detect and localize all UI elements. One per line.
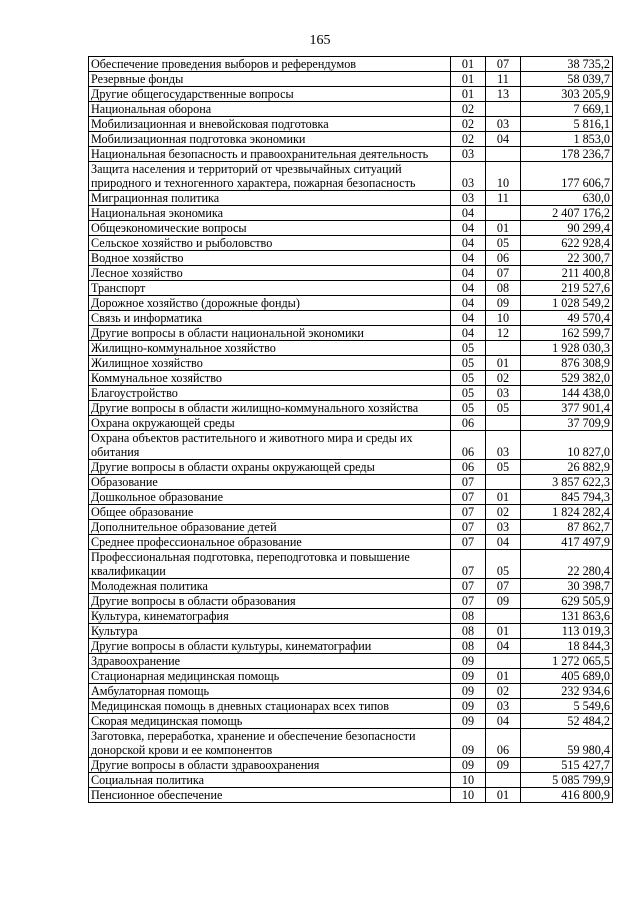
table-row [89, 102, 613, 117]
row-section-code: 03 [451, 147, 486, 162]
row-section-code: 05 [451, 371, 486, 386]
row-name: Жилищно-коммунальное хозяйство [89, 341, 451, 356]
row-amount: 49 570,4 [521, 311, 613, 326]
row-section-code: 09 [451, 684, 486, 699]
row-section-code: 05 [451, 386, 486, 401]
row-subsection-code [486, 773, 521, 788]
row-name: Связь и информатика [89, 311, 451, 326]
row-subsection-code: 04 [486, 535, 521, 550]
row-subsection-code: 13 [486, 87, 521, 102]
row-name: Коммунальное хозяйство [89, 371, 451, 386]
row-name: Дорожное хозяйство (дорожные фонды) [89, 296, 451, 311]
row-section-code: 01 [451, 57, 486, 72]
row-name: Национальная экономика [89, 206, 451, 221]
row-amount: 177 606,7 [521, 162, 613, 191]
row-amount: 417 497,9 [521, 535, 613, 550]
row-amount: 18 844,3 [521, 639, 613, 654]
row-amount: 38 735,2 [521, 57, 613, 72]
table-row [89, 132, 613, 147]
row-section-code: 08 [451, 624, 486, 639]
table-row [89, 594, 613, 609]
row-subsection-code: 01 [486, 356, 521, 371]
row-amount: 211 400,8 [521, 266, 613, 281]
row-subsection-code: 04 [486, 132, 521, 147]
table-row [89, 624, 613, 639]
table-row [89, 729, 613, 758]
row-amount: 26 882,9 [521, 460, 613, 475]
row-amount: 59 980,4 [521, 729, 613, 758]
table-row [89, 281, 613, 296]
row-name: Среднее профессиональное образование [89, 535, 451, 550]
page-number: 165 [309, 33, 331, 48]
row-subsection-code: 01 [486, 788, 521, 803]
table-row [89, 57, 613, 72]
row-name: Социальная политика [89, 773, 451, 788]
row-subsection-code: 09 [486, 296, 521, 311]
table-row [89, 87, 613, 102]
row-name: Другие вопросы в области культуры, кинематографии [89, 639, 451, 654]
table-row [89, 311, 613, 326]
row-subsection-code [486, 102, 521, 117]
table-row [89, 773, 613, 788]
row-subsection-code: 05 [486, 401, 521, 416]
row-amount: 113 019,3 [521, 624, 613, 639]
row-subsection-code: 03 [486, 117, 521, 132]
row-name: Обеспечение проведения выборов и референдумов [89, 57, 451, 72]
table-row [89, 550, 613, 579]
row-section-code: 06 [451, 431, 486, 460]
row-section-code: 04 [451, 281, 486, 296]
table-row [89, 579, 613, 594]
row-subsection-code: 05 [486, 550, 521, 579]
table-row [89, 609, 613, 624]
row-subsection-code: 01 [486, 490, 521, 505]
row-name: Образование [89, 475, 451, 490]
table-row [89, 684, 613, 699]
row-name: Общеэкономические вопросы [89, 221, 451, 236]
row-name: Охрана окружающей среды [89, 416, 451, 431]
table-row [89, 117, 613, 132]
row-amount: 876 308,9 [521, 356, 613, 371]
row-name: Другие общегосударственные вопросы [89, 87, 451, 102]
row-subsection-code: 10 [486, 311, 521, 326]
table-row [89, 475, 613, 490]
budget-table [88, 56, 613, 803]
row-amount: 22 300,7 [521, 251, 613, 266]
table-row [89, 206, 613, 221]
table-row [89, 386, 613, 401]
table-row [89, 535, 613, 550]
row-subsection-code: 11 [486, 191, 521, 206]
row-subsection-code: 03 [486, 699, 521, 714]
row-subsection-code: 05 [486, 460, 521, 475]
row-section-code: 01 [451, 87, 486, 102]
row-amount: 178 236,7 [521, 147, 613, 162]
row-amount: 131 863,6 [521, 609, 613, 624]
row-name: Дошкольное образование [89, 490, 451, 505]
row-subsection-code: 04 [486, 639, 521, 654]
row-name: Пенсионное обеспечение [89, 788, 451, 803]
row-name: Защита населения и территорий от чрезвычайных ситуаций природного и техногенного характера, пожарная безопасность [89, 162, 451, 191]
row-section-code: 04 [451, 296, 486, 311]
row-section-code: 03 [451, 162, 486, 191]
row-section-code: 09 [451, 699, 486, 714]
row-amount: 5 085 799,9 [521, 773, 613, 788]
table-row [89, 147, 613, 162]
row-name: Профессиональная подготовка, переподготовка и повышение квалификации [89, 550, 451, 579]
row-subsection-code: 01 [486, 221, 521, 236]
row-name: Культура, кинематография [89, 609, 451, 624]
row-section-code: 07 [451, 594, 486, 609]
table-row [89, 371, 613, 386]
row-amount: 845 794,3 [521, 490, 613, 505]
table-row [89, 191, 613, 206]
row-section-code: 07 [451, 579, 486, 594]
row-name: Охрана объектов растительного и животного мира и среды их обитания [89, 431, 451, 460]
row-amount: 1 028 549,2 [521, 296, 613, 311]
row-section-code: 08 [451, 639, 486, 654]
row-amount: 90 299,4 [521, 221, 613, 236]
row-section-code: 07 [451, 490, 486, 505]
row-amount: 30 398,7 [521, 579, 613, 594]
row-section-code: 09 [451, 714, 486, 729]
row-subsection-code: 06 [486, 729, 521, 758]
row-section-code: 01 [451, 72, 486, 87]
row-section-code: 02 [451, 132, 486, 147]
row-subsection-code: 02 [486, 371, 521, 386]
row-amount: 529 382,0 [521, 371, 613, 386]
row-name: Другие вопросы в области образования [89, 594, 451, 609]
row-name: Молодежная политика [89, 579, 451, 594]
row-section-code: 04 [451, 326, 486, 341]
row-amount: 3 857 622,3 [521, 475, 613, 490]
row-name: Скорая медицинская помощь [89, 714, 451, 729]
row-name: Лесное хозяйство [89, 266, 451, 281]
row-subsection-code: 12 [486, 326, 521, 341]
row-subsection-code [486, 206, 521, 221]
table-row [89, 341, 613, 356]
row-amount: 622 928,4 [521, 236, 613, 251]
row-amount: 7 669,1 [521, 102, 613, 117]
budget-table-body [89, 57, 613, 803]
row-name: Благоустройство [89, 386, 451, 401]
row-section-code: 04 [451, 236, 486, 251]
row-section-code: 05 [451, 341, 486, 356]
row-amount: 1 928 030,3 [521, 341, 613, 356]
row-subsection-code: 02 [486, 505, 521, 520]
row-amount: 515 427,7 [521, 758, 613, 773]
row-subsection-code [486, 341, 521, 356]
row-name: Другие вопросы в области здравоохранения [89, 758, 451, 773]
row-section-code: 07 [451, 475, 486, 490]
row-name: Мобилизационная и вневойсковая подготовка [89, 117, 451, 132]
row-subsection-code: 09 [486, 594, 521, 609]
row-subsection-code: 02 [486, 684, 521, 699]
row-amount: 2 407 176,2 [521, 206, 613, 221]
table-row [89, 221, 613, 236]
row-section-code: 09 [451, 654, 486, 669]
row-section-code: 07 [451, 550, 486, 579]
row-section-code: 04 [451, 311, 486, 326]
table-row [89, 490, 613, 505]
table-row [89, 639, 613, 654]
row-name: Национальная безопасность и правоохранительная деятельность [89, 147, 451, 162]
table-row [89, 460, 613, 475]
row-section-code: 02 [451, 117, 486, 132]
row-subsection-code: 01 [486, 624, 521, 639]
row-section-code: 04 [451, 221, 486, 236]
row-amount: 416 800,9 [521, 788, 613, 803]
table-row [89, 758, 613, 773]
table-row [89, 788, 613, 803]
table-row [89, 654, 613, 669]
row-amount: 232 934,6 [521, 684, 613, 699]
table-row [89, 296, 613, 311]
row-subsection-code: 06 [486, 251, 521, 266]
row-name: Стационарная медицинская помощь [89, 669, 451, 684]
row-name: Мобилизационная подготовка экономики [89, 132, 451, 147]
row-name: Заготовка, переработка, хранение и обеспечение безопасности донорской крови и ее компонентов [89, 729, 451, 758]
row-subsection-code: 11 [486, 72, 521, 87]
table-row [89, 251, 613, 266]
row-name: Другие вопросы в области охраны окружающей среды [89, 460, 451, 475]
row-name: Миграционная политика [89, 191, 451, 206]
row-amount: 162 599,7 [521, 326, 613, 341]
row-name: Культура [89, 624, 451, 639]
row-subsection-code: 08 [486, 281, 521, 296]
row-section-code: 10 [451, 788, 486, 803]
table-row [89, 236, 613, 251]
table-row [89, 431, 613, 460]
row-amount: 377 901,4 [521, 401, 613, 416]
table-row [89, 72, 613, 87]
row-amount: 5 816,1 [521, 117, 613, 132]
row-amount: 22 280,4 [521, 550, 613, 579]
row-amount: 1 824 282,4 [521, 505, 613, 520]
row-section-code: 08 [451, 609, 486, 624]
row-section-code: 10 [451, 773, 486, 788]
row-name: Резервные фонды [89, 72, 451, 87]
row-name: Медицинская помощь в дневных стационарах всех типов [89, 699, 451, 714]
row-amount: 405 689,0 [521, 669, 613, 684]
row-subsection-code: 10 [486, 162, 521, 191]
row-amount: 52 484,2 [521, 714, 613, 729]
row-amount: 219 527,6 [521, 281, 613, 296]
row-section-code: 05 [451, 401, 486, 416]
row-section-code: 04 [451, 266, 486, 281]
row-name: Транспорт [89, 281, 451, 296]
row-subsection-code: 07 [486, 579, 521, 594]
row-section-code: 06 [451, 460, 486, 475]
table-row [89, 714, 613, 729]
row-section-code: 09 [451, 729, 486, 758]
table-row [89, 505, 613, 520]
table-row [89, 326, 613, 341]
row-subsection-code [486, 609, 521, 624]
table-row [89, 669, 613, 684]
row-subsection-code [486, 475, 521, 490]
row-amount: 1 853,0 [521, 132, 613, 147]
row-section-code: 02 [451, 102, 486, 117]
row-subsection-code: 09 [486, 758, 521, 773]
row-section-code: 09 [451, 669, 486, 684]
row-section-code: 06 [451, 416, 486, 431]
row-subsection-code: 04 [486, 714, 521, 729]
table-row [89, 266, 613, 281]
row-amount: 1 272 065,5 [521, 654, 613, 669]
row-subsection-code: 07 [486, 266, 521, 281]
table-row [89, 520, 613, 535]
row-section-code: 07 [451, 520, 486, 535]
row-subsection-code [486, 416, 521, 431]
row-amount: 630,0 [521, 191, 613, 206]
row-subsection-code: 01 [486, 669, 521, 684]
row-name: Другие вопросы в области жилищно-коммунального хозяйства [89, 401, 451, 416]
row-section-code: 07 [451, 505, 486, 520]
row-name: Сельское хозяйство и рыболовство [89, 236, 451, 251]
row-amount: 144 438,0 [521, 386, 613, 401]
row-name: Водное хозяйство [89, 251, 451, 266]
row-name: Другие вопросы в области национальной экономики [89, 326, 451, 341]
row-amount: 629 505,9 [521, 594, 613, 609]
row-name: Амбулаторная помощь [89, 684, 451, 699]
row-subsection-code: 03 [486, 431, 521, 460]
row-name: Здравоохранение [89, 654, 451, 669]
row-subsection-code: 03 [486, 386, 521, 401]
row-section-code: 04 [451, 206, 486, 221]
row-amount: 10 827,0 [521, 431, 613, 460]
row-subsection-code: 07 [486, 57, 521, 72]
row-amount: 303 205,9 [521, 87, 613, 102]
row-amount: 87 862,7 [521, 520, 613, 535]
row-section-code: 03 [451, 191, 486, 206]
row-section-code: 07 [451, 535, 486, 550]
table-row [89, 699, 613, 714]
row-subsection-code [486, 147, 521, 162]
table-row [89, 416, 613, 431]
table-row [89, 401, 613, 416]
row-subsection-code: 03 [486, 520, 521, 535]
row-amount: 5 549,6 [521, 699, 613, 714]
row-subsection-code: 05 [486, 236, 521, 251]
row-amount: 58 039,7 [521, 72, 613, 87]
row-name: Национальная оборона [89, 102, 451, 117]
row-amount: 37 709,9 [521, 416, 613, 431]
row-section-code: 09 [451, 758, 486, 773]
row-name: Общее образование [89, 505, 451, 520]
row-name: Дополнительное образование детей [89, 520, 451, 535]
row-section-code: 05 [451, 356, 486, 371]
row-subsection-code [486, 654, 521, 669]
table-row [89, 356, 613, 371]
row-name: Жилищное хозяйство [89, 356, 451, 371]
table-row [89, 162, 613, 191]
row-section-code: 04 [451, 251, 486, 266]
